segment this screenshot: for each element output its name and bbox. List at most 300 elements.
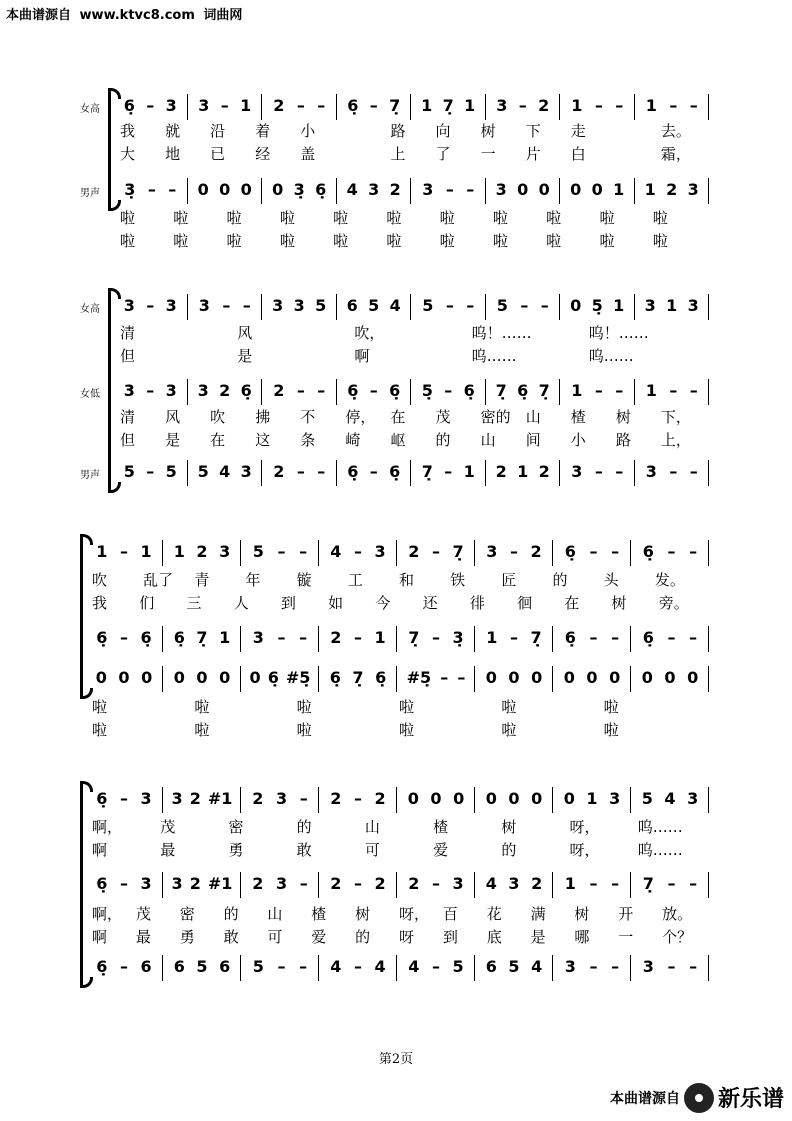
note: 0 [563, 668, 575, 687]
lyric-syllable: 啦 [492, 232, 508, 250]
note: – [242, 296, 251, 315]
note: 3 [275, 874, 288, 893]
measure-notes [480, 789, 548, 808]
note: 3 [171, 874, 183, 893]
barline [552, 787, 553, 813]
barline [634, 178, 635, 204]
barline [552, 626, 553, 652]
note: – [594, 96, 603, 115]
lyric-syllable: 了 [435, 145, 451, 163]
note: 1 [374, 628, 386, 647]
note: – [611, 874, 620, 893]
lyric-syllable: 在 [390, 408, 406, 426]
lyric-syllable: 啦 [279, 209, 295, 227]
record-disc-icon [684, 1083, 714, 1113]
barline [634, 379, 635, 405]
lyric-syllable: 吹 [92, 571, 108, 589]
note: 2 [531, 874, 543, 893]
barline [396, 540, 397, 566]
lyric-syllable: 密 [179, 905, 195, 923]
measure-notes [636, 542, 704, 561]
header-source [6, 4, 246, 23]
barline [336, 379, 337, 405]
note: 3 [422, 180, 434, 199]
barline [162, 955, 163, 981]
note: 3 [240, 462, 252, 481]
lyric-syllable: 哪 [574, 928, 590, 946]
note: 4 [485, 874, 497, 893]
measure-notes [246, 542, 314, 561]
lyric-syllable: 还 [422, 594, 438, 612]
note: 0 [219, 180, 231, 199]
measure-notes [640, 96, 705, 115]
note: 4 [374, 957, 386, 976]
measure-notes [342, 96, 407, 115]
barline [410, 178, 411, 204]
lyric-syllable: 啊， [92, 905, 123, 923]
note: 3 [272, 296, 284, 315]
note: 3̣ [293, 180, 305, 199]
measure-notes [636, 874, 704, 893]
note: – [317, 462, 326, 481]
lyric-syllable: 下， [660, 408, 691, 426]
note: 1 [564, 874, 576, 893]
measure-notes [416, 462, 481, 481]
measure-notes [267, 96, 332, 115]
lyric-syllable: 呀， [569, 841, 600, 859]
barline [318, 626, 319, 652]
barline [162, 540, 163, 566]
lyric-syllable: 可 [267, 928, 283, 946]
measure-notes [246, 874, 314, 893]
note: 0 [687, 668, 699, 687]
measure-notes [491, 96, 556, 115]
measure-notes [193, 296, 258, 315]
lyric-syllable: 旁。 [658, 594, 689, 612]
note: – [119, 628, 128, 647]
system-brace [80, 534, 83, 696]
note: 0 [508, 668, 520, 687]
note: 2 [374, 874, 386, 893]
measure-notes [324, 957, 392, 976]
note: 1 [219, 628, 231, 647]
note: 0 [197, 180, 209, 199]
note: – [296, 96, 305, 115]
note: 0 [531, 789, 543, 808]
barline [630, 626, 631, 652]
lyric-syllable: 啦 [492, 209, 508, 227]
note: – [689, 628, 698, 647]
measure-notes [90, 874, 158, 893]
measure-notes [193, 381, 258, 400]
note: 0 [664, 668, 676, 687]
measure-notes [402, 542, 470, 561]
note: 0 [570, 296, 582, 315]
note: – [540, 296, 549, 315]
note: – [299, 789, 308, 808]
lyric-syllable: 在 [210, 431, 226, 449]
note: 6 [173, 957, 185, 976]
note: – [353, 628, 362, 647]
measure-notes [90, 628, 158, 647]
lyric-syllable: 啦 [296, 721, 312, 739]
measure-notes [90, 668, 158, 687]
note: 0 [641, 668, 653, 687]
lyric-syllable: 可 [364, 841, 380, 859]
note: – [299, 628, 308, 647]
note: – [277, 957, 286, 976]
barline [485, 460, 486, 486]
lyric-syllable: 啦 [120, 209, 136, 227]
barline [396, 787, 397, 813]
lyric-syllable: 和 [399, 571, 415, 589]
note: 3 [609, 789, 621, 808]
lyric-syllable: 啦 [92, 721, 108, 739]
note: 6̣ [329, 668, 341, 687]
lyric-syllable: 密的 [480, 408, 511, 426]
note: #1 [207, 874, 233, 893]
note: – [353, 874, 362, 893]
system-brace-bottom [108, 482, 121, 493]
barline [708, 460, 709, 486]
brand-name: 新乐谱 [717, 1087, 784, 1112]
measure-notes [267, 462, 332, 481]
note: 7̣ [530, 628, 542, 647]
note: – [369, 381, 378, 400]
note: – [369, 96, 378, 115]
note: 5 [368, 296, 380, 315]
lyric-syllable: 是 [237, 347, 253, 365]
note: 0 [407, 789, 419, 808]
lyric-syllable: 最 [135, 928, 151, 946]
lyric-syllable: 啊 [92, 928, 108, 946]
measure-notes [168, 874, 236, 893]
barline [708, 666, 709, 692]
lyric-syllable: 头 [603, 571, 619, 589]
note: – [431, 874, 440, 893]
barline [474, 666, 475, 692]
note: 6̣ [347, 462, 359, 481]
note: – [146, 296, 155, 315]
barline [336, 178, 337, 204]
lyric-syllable: 啦 [599, 209, 615, 227]
note: 5 [452, 957, 464, 976]
note: 6̣ [96, 789, 108, 808]
note: #1 [207, 789, 233, 808]
header-source-label: 本曲谱源自 [6, 8, 72, 23]
note: – [689, 874, 698, 893]
note: 2 [408, 874, 420, 893]
lyric-syllable: 呜…… [471, 347, 517, 365]
note: 2 [252, 874, 264, 893]
lyric-syllable: 清 [120, 408, 136, 426]
note: 3̣ [124, 180, 136, 199]
barline [240, 872, 241, 898]
measure-notes [246, 628, 314, 647]
measure-notes [193, 96, 258, 115]
measure-notes [636, 789, 704, 808]
lyric-syllable: 今 [375, 594, 391, 612]
measure-notes [118, 96, 183, 115]
lyric-syllable: 山 [267, 905, 283, 923]
barline [552, 540, 553, 566]
lyric-syllable: 岖 [390, 431, 406, 449]
lyric-syllable: 茂 [160, 818, 176, 836]
note: 2 [538, 96, 550, 115]
measure-notes [324, 789, 392, 808]
barline [708, 540, 709, 566]
note: 3 [198, 96, 210, 115]
lyric-syllable: 茂 [135, 905, 151, 923]
barline [474, 626, 475, 652]
barline [708, 955, 709, 981]
measure-notes [267, 381, 332, 400]
measure-notes [402, 628, 470, 647]
note: 2 [330, 874, 342, 893]
measure-notes [90, 957, 158, 976]
note: 3 [252, 628, 264, 647]
note: 2 [196, 542, 208, 561]
note: 0 [586, 668, 598, 687]
measure-notes [168, 668, 236, 687]
measure-notes [558, 874, 626, 893]
measure-notes [267, 180, 332, 199]
note: – [431, 542, 440, 561]
measure-notes [342, 296, 407, 315]
measure-notes [565, 381, 630, 400]
note: 5 [496, 296, 508, 315]
lyric-syllable: 爱 [311, 928, 327, 946]
lyric-syllable: 到 [442, 928, 458, 946]
note: – [119, 874, 128, 893]
lyric-syllable: 啦 [194, 698, 210, 716]
lyric-syllable: 树 [480, 122, 496, 140]
note: – [667, 542, 676, 561]
note: 0 [508, 789, 520, 808]
lyric-syllable: 我 [120, 122, 136, 140]
measure-notes [118, 381, 183, 400]
measure-notes [636, 957, 704, 976]
barline [318, 787, 319, 813]
lyric-syllable: 勇 [228, 841, 244, 859]
note: 6̣ [517, 381, 529, 400]
note: – [594, 381, 603, 400]
note: 6̣ [267, 668, 279, 687]
barline [240, 955, 241, 981]
measure-notes [480, 542, 548, 561]
lyric-syllable: 啦 [296, 698, 312, 716]
header-site-url[interactable]: www.ktvc8.com [79, 8, 195, 23]
lyric-syllable: 小 [570, 431, 586, 449]
lyric-syllable: 敢 [223, 928, 239, 946]
barline [485, 379, 486, 405]
note: – [353, 542, 362, 561]
lyric-syllable: 吹， [354, 324, 385, 342]
note: – [440, 668, 449, 687]
measure-notes [118, 180, 183, 199]
lyric-syllable: 啦 [226, 232, 242, 250]
lyric-syllable: 山 [364, 818, 380, 836]
lyric-syllable: 啦 [194, 721, 210, 739]
measure-notes [640, 180, 705, 199]
measure-notes [480, 874, 548, 893]
note: 7̣ [442, 96, 454, 115]
measure-notes [246, 789, 314, 808]
barline [396, 626, 397, 652]
lyric-syllable: 乱了 [143, 571, 174, 589]
note: 7̣ [389, 96, 401, 115]
note: – [669, 462, 678, 481]
note: – [222, 296, 231, 315]
note: 6̣ [463, 381, 475, 400]
barline [708, 379, 709, 405]
lyric-syllable: 青 [194, 571, 210, 589]
measure-notes [342, 180, 407, 199]
measure-notes [267, 296, 332, 315]
barline [261, 460, 262, 486]
note: 0 [517, 180, 529, 199]
lyric-syllable: 呜…… [637, 818, 683, 836]
barline [485, 94, 486, 120]
note: 1 [96, 542, 108, 561]
barline [396, 955, 397, 981]
barline [485, 294, 486, 320]
note: 1 [613, 296, 625, 315]
measure-notes [168, 957, 236, 976]
lyric-syllable: 向 [435, 122, 451, 140]
note: 6̣ [375, 668, 387, 687]
note: 5̣ [591, 296, 603, 315]
note: 6̣ [642, 542, 654, 561]
note: 4 [330, 957, 342, 976]
lyric-syllable: 树 [501, 818, 517, 836]
lyric-syllable: 山 [525, 408, 541, 426]
barline [634, 294, 635, 320]
note: 0 [272, 180, 284, 199]
note: 3 [374, 542, 386, 561]
note: 0 [570, 180, 582, 199]
lyric-syllable: 百 [442, 905, 458, 923]
lyric-syllable: 啦 [501, 721, 517, 739]
lyric-syllable: 间 [525, 431, 541, 449]
note: 1 [464, 96, 476, 115]
note: – [689, 957, 698, 976]
lyric-syllable: 啦 [120, 232, 136, 250]
lyric-syllable: 经 [255, 145, 271, 163]
lyric-syllable: 人 [233, 594, 249, 612]
note: – [689, 542, 698, 561]
barline [162, 872, 163, 898]
barline [336, 294, 337, 320]
measure-notes [480, 628, 548, 647]
lyric-syllable: 拂 [255, 408, 271, 426]
note: – [466, 180, 475, 199]
note: 6̣ [315, 180, 327, 199]
lyric-syllable: 崎 [345, 431, 361, 449]
barline [474, 787, 475, 813]
note: – [615, 96, 624, 115]
note: 3 [123, 296, 135, 315]
barline [162, 626, 163, 652]
note: – [146, 381, 155, 400]
lyric-syllable: 楂 [311, 905, 327, 923]
lyric-syllable: 片 [525, 145, 541, 163]
note: 3 [140, 874, 152, 893]
note: 3 [140, 789, 152, 808]
barline [634, 460, 635, 486]
lyric-syllable: 大 [120, 145, 136, 163]
lyric-syllable: 呜！…… [588, 324, 649, 342]
lyric-syllable: 在 [564, 594, 580, 612]
system-brace-bottom [80, 977, 93, 988]
barline [240, 787, 241, 813]
note: 1 [486, 628, 498, 647]
note: 0 [531, 668, 543, 687]
note: 6̣ [96, 628, 108, 647]
note: 2 [666, 180, 678, 199]
note: – [119, 957, 128, 976]
lyric-syllable: 茂 [435, 408, 451, 426]
part-label: 男声 [80, 188, 100, 199]
note: – [353, 957, 362, 976]
barline [240, 540, 241, 566]
barline [708, 294, 709, 320]
lyric-syllable: 风 [165, 408, 181, 426]
barline [630, 787, 631, 813]
note: – [146, 462, 155, 481]
note: – [689, 96, 698, 115]
lyric-syllable: 啦 [279, 232, 295, 250]
lyric-syllable: 树 [615, 408, 631, 426]
note: 3 [508, 874, 520, 893]
note: 7̣ [421, 462, 433, 481]
lyric-syllable: 啦 [92, 698, 108, 716]
note: 7̣ [495, 381, 507, 400]
measure-notes [558, 628, 626, 647]
lyric-syllable: 啦 [652, 209, 668, 227]
lyric-syllable: 呀 [399, 928, 415, 946]
note: – [457, 668, 466, 687]
measure-notes [558, 957, 626, 976]
note: 4 [346, 180, 358, 199]
barline [708, 787, 709, 813]
barline [630, 872, 631, 898]
note: 0 [430, 789, 442, 808]
note: – [589, 628, 598, 647]
measure-notes [168, 789, 236, 808]
barline [187, 379, 188, 405]
note: 2 [189, 789, 201, 808]
note: – [509, 628, 518, 647]
note: 6̣ [96, 874, 108, 893]
lyric-syllable: 啦 [173, 209, 189, 227]
note: – [509, 542, 518, 561]
note: 6̣ [96, 957, 108, 976]
lyric-syllable: 白 [570, 145, 586, 163]
lyric-syllable: 啦 [439, 232, 455, 250]
note: 5 [252, 957, 264, 976]
note: 1 [666, 296, 678, 315]
note: 3̣ [452, 628, 464, 647]
lyric-syllable: 这 [255, 431, 271, 449]
note: 6 [219, 957, 231, 976]
barline [336, 460, 337, 486]
system-brace [80, 781, 83, 985]
note: 6̣ [564, 542, 576, 561]
note: – [119, 789, 128, 808]
note: 6̣ [240, 381, 252, 400]
lyric-syllable: 呜…… [588, 347, 634, 365]
